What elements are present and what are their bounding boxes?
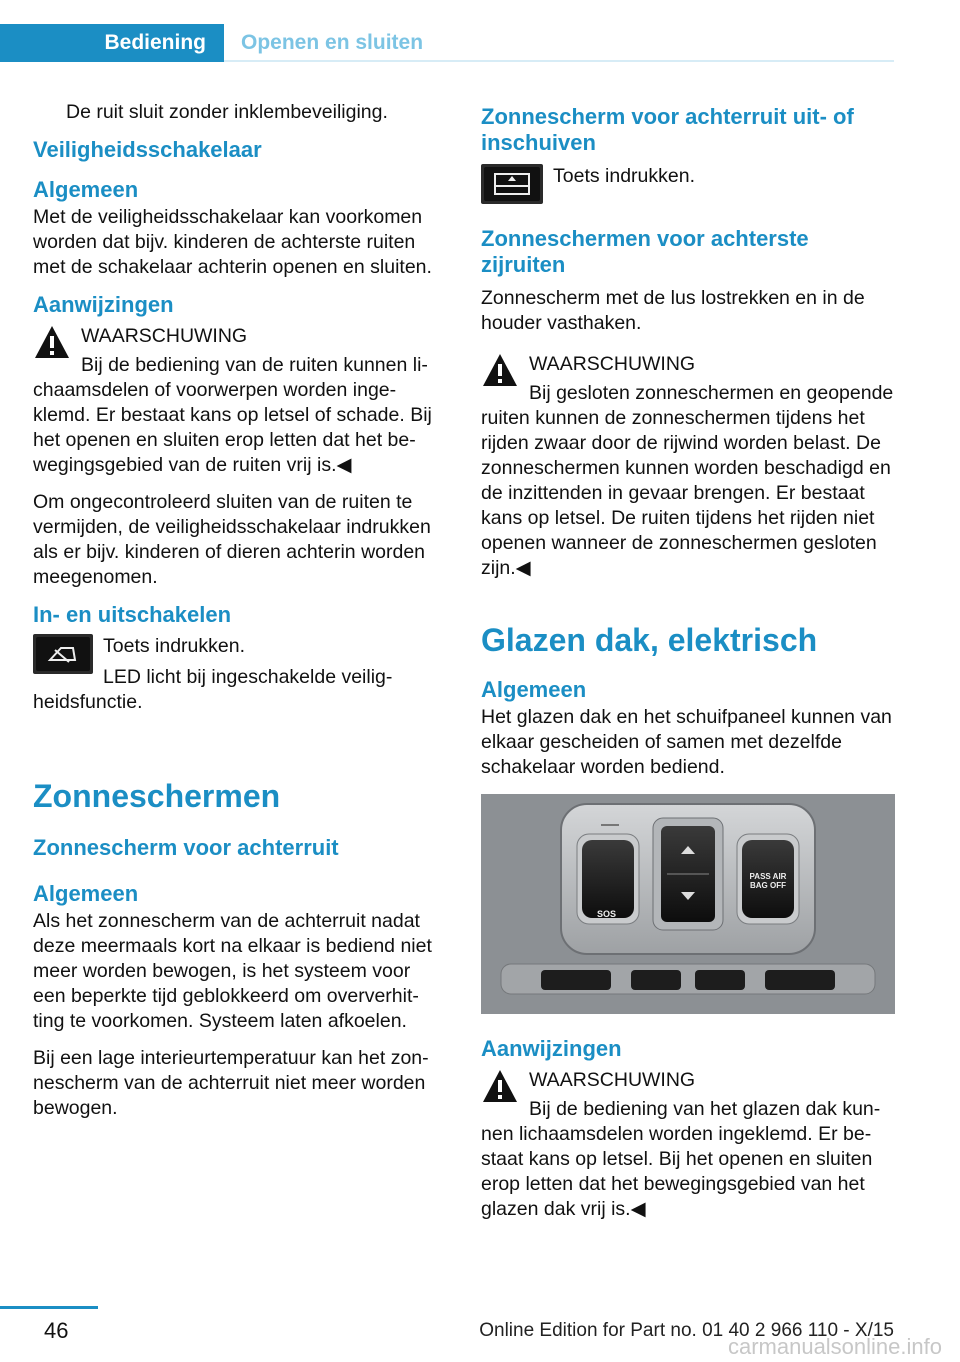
rear-blind-button-icon	[481, 164, 543, 204]
paragraph-glass-roof: Het glazen dak en het schuifpaneel kunnen van elkaar gescheiden of samen met dezelfde schakelaar worden bediend.	[481, 706, 892, 778]
heading-notes: Aanwijzingen	[33, 292, 174, 317]
warning-icon	[33, 324, 71, 360]
photo-pass-airbag-label: PASS AIR BAG OFF	[749, 872, 787, 890]
roof-switch-photo	[481, 794, 895, 1014]
heading-general: Algemeen	[33, 177, 139, 202]
header-divider	[224, 60, 894, 62]
warning-label: WAARSCHUWING	[81, 325, 248, 347]
heading-rear-blind-in-out: Zonnescherm voor achterruit uit- of inschuiven	[481, 104, 854, 155]
heading-safety-switch: Veiligheidsschakelaar	[33, 137, 262, 162]
heading-general-2: Algemeen	[33, 881, 139, 906]
edition-text: Online Edition for Part no. 01 40 2 966 110 - X/15	[479, 1320, 894, 1341]
heading-rear-window-blind: Zonnescherm voor achterruit	[33, 835, 339, 860]
warning-text-2: Bij gesloten zonneschermen en geopende ruiten kunnen de zonneschermen tijdens het rijden zwaar door de rijwind worden belast. De zonneschermen kunnen worden beschadigd en de inzittenden in gevaar brengen. Er bestaat kans op letsel. De ruiten tijdens het rijden niet openen wanneer de zonneschermen gesloten zijn.◀	[481, 382, 894, 579]
warning-block-3	[481, 1068, 895, 1222]
press-button-text-2: Toets indrukken.	[553, 165, 695, 187]
heading-glass-roof: Glazen dak, elektrisch	[481, 622, 818, 658]
warning-icon-3	[481, 1068, 519, 1104]
paragraph-low-temperature: Bij een lage interieurtemperatuur kan het zonnescherm van de achterruit niet meer worden bewogen.	[33, 1047, 429, 1119]
warning-block	[33, 324, 441, 478]
roof-switch-illustration	[481, 794, 895, 1014]
paragraph-side-blinds: Zonnescherm met de lus lostrekken en in de houder vasthaken.	[481, 287, 865, 334]
warning-label-2: WAARSCHUWING	[529, 353, 696, 375]
window-lock-button-icon	[33, 634, 93, 674]
warning-icon-2	[481, 352, 519, 388]
heading-general-3: Algemeen	[481, 677, 587, 702]
warning-block-2	[481, 352, 895, 581]
tab-bediening[interactable]: Bediening	[0, 24, 224, 62]
warning-text: Bij de bediening van de ruiten kunnen lichaamsdelen of voorwerpen worden ingeklemd. Er bestaat kans op letsel of schade. Bij het openen en sluiten erop letten dat het bewegingsgebied van de ruiten vrij is.◀	[33, 354, 432, 476]
heading-side-window-blinds: Zonneschermen voor achterste zijruiten	[481, 226, 809, 277]
page-number: 46	[44, 1318, 69, 1343]
right-column	[481, 100, 895, 1234]
left-column	[33, 100, 441, 1133]
press-button-text: Toets indrukken.	[103, 635, 245, 657]
header-bar	[0, 0, 894, 62]
photo-sos-label: SOS	[597, 909, 617, 919]
heading-on-off: In- en uitschakelen	[33, 602, 232, 627]
heading-sunblinds: Zonneschermen	[33, 778, 281, 814]
paragraph-blind-blocked: Als het zonnescherm van de achterruit nadat deze meermaals kort na elkaar is bediend niet meer worden bewogen, is het systeem voor een beperkte tijd geblokkeerd om oververhitting te voorkomen. Systeem laten afkoelen.	[33, 910, 432, 1032]
warning-label-3: WAARSCHUWING	[529, 1069, 696, 1091]
warning-text-3: Bij de bediening van het glazen dak kunnen lichaamsdelen worden ingeklemd. Er bestaat kans op letsel. Bij het openen en sluiten erop letten dat het bewegingsgebied van het glazen dak vrij is.◀	[481, 1098, 881, 1220]
paragraph-no-pinch-protection: De ruit sluit zonder inklembeveiliging.	[66, 101, 388, 123]
tab-openen-en-sluiten[interactable]: Openen en sluiten	[241, 31, 424, 54]
watermark: carmanualsonline.info	[727, 1334, 942, 1359]
paragraph-uncontrolled-closing: Om ongecontroleerd sluiten van de ruiten te vermijden, de veiligheidsschakelaar indrukken als er bijv. kinderen of dieren achterin worden meegenomen.	[33, 491, 431, 588]
led-text: LED licht bij ingeschakelde veiligheidsfunctie.	[33, 666, 393, 713]
heading-notes-2: Aanwijzingen	[481, 1036, 622, 1061]
paragraph-safety-general: Met de veiligheidsschakelaar kan voorkomen worden dat bijv. kinderen de achterste ruiten met de schakelaar achterin openen en sluiten.	[33, 206, 432, 278]
footer-accent-line	[0, 1306, 98, 1309]
